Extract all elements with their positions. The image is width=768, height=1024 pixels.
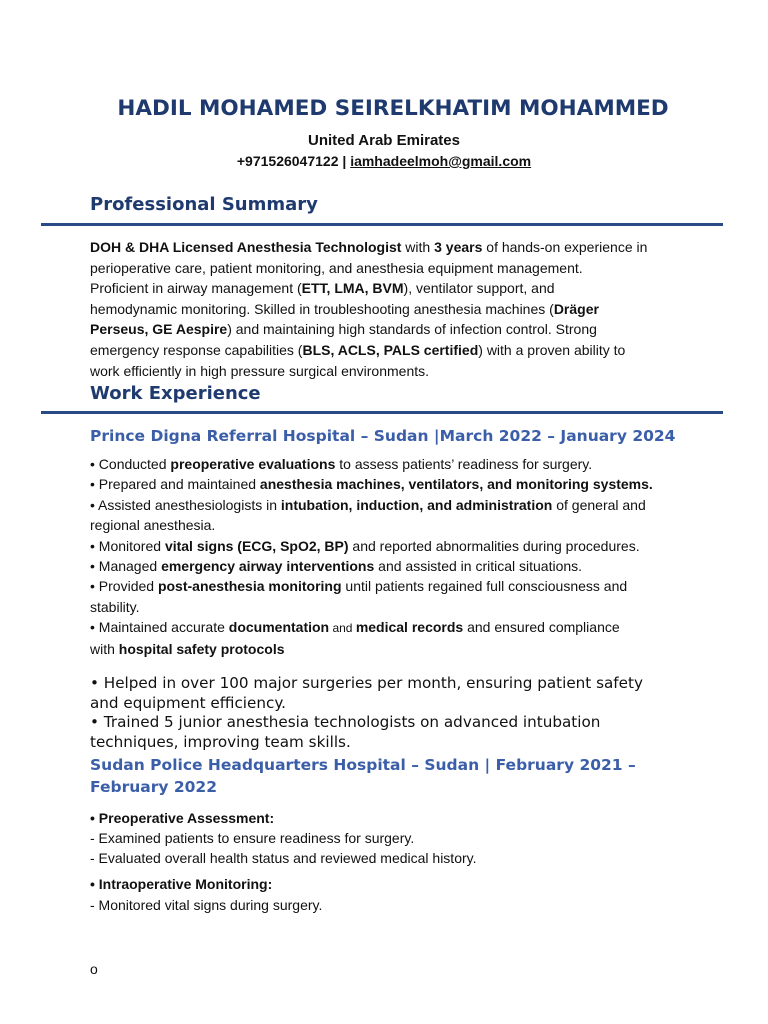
list-marker: o — [90, 961, 98, 977]
responsibility-line: • Conducted preoperative evaluations to assess patients’ readiness for surgery. — [90, 456, 593, 472]
contact-line — [0, 153, 768, 169]
responsibility-line: • Assisted anesthesiologists in intubation, induction, and administration of general and — [90, 496, 646, 513]
list-item: - Examined patients to ensure readiness for surgery. — [90, 830, 415, 846]
section-title-summary: Professional Summary — [90, 194, 318, 215]
responsibility-line: regional anesthesia. — [90, 517, 216, 534]
phone-number: +971526047122 — [236, 153, 339, 169]
contact-separator: | — [338, 153, 351, 169]
achievement-item: • Trained 5 junior anesthesia technologists on advanced intubation techniques, improving team skills. — [90, 713, 601, 751]
job-title: Prince Digna Referral Hospital – Sudan |March 2022 – January 2024 — [90, 427, 676, 445]
email-link[interactable]: iamhadeelmoh@gmail.com — [350, 153, 532, 169]
responsibility-line: • Managed emergency airway interventions and assisted in critical situations. — [90, 558, 583, 575]
subsection-heading: • Intraoperative Monitoring: — [90, 876, 273, 892]
section-divider — [41, 223, 723, 226]
candidate-name: HADIL MOHAMED SEIRELKHATIM MOHAMMED — [117, 96, 669, 121]
summary-line: emergency response capabilities (BLS, ACLS, PALS certified) with a proven ability to — [90, 341, 626, 358]
responsibility-line: • Maintained accurate documentation and medical records and ensured compliance — [90, 619, 620, 636]
list-item: - Monitored vital signs during surgery. — [90, 897, 323, 913]
achievement-item: • Helped in over 100 major surgeries per month, ensuring patient safety and equipment efficiency. — [90, 674, 643, 712]
job-responsibilities — [90, 454, 690, 659]
summary-line: work efficiently in high pressure surgical environments. — [90, 362, 430, 379]
responsibility-line: with hospital safety protocols — [90, 640, 285, 657]
location: United Arab Emirates — [308, 132, 460, 149]
responsibility-line: • Provided post-anesthesia monitoring until patients regained full consciousness and — [90, 578, 628, 595]
responsibility-line: • Prepared and maintained anesthesia machines, ventilators, and monitoring systems. — [90, 476, 653, 493]
subsection-heading: • Preoperative Assessment: — [90, 810, 275, 826]
summary-line: perioperative care, patient monitoring, and anesthesia equipment management. — [90, 259, 583, 276]
section-divider — [41, 411, 723, 414]
summary-paragraph — [90, 237, 690, 381]
job-title: Sudan Police Headquarters Hospital – Sudan | February 2021 – February 2022 — [90, 756, 636, 796]
job-achievements — [90, 674, 670, 752]
list-item: - Evaluated overall health status and reviewed medical history. — [90, 850, 477, 866]
summary-line: DOH & DHA Licensed Anesthesia Technologist with 3 years of hands-on experience in — [90, 239, 648, 255]
summary-line: Proficient in airway management (ETT, LMA, BVM), ventilator support, and — [90, 280, 555, 297]
responsibility-line: • Monitored vital signs (ECG, SpO2, BP) and reported abnormalities during procedures. — [90, 537, 640, 554]
section-title-experience: Work Experience — [90, 383, 261, 404]
summary-line: hemodynamic monitoring. Skilled in troubleshooting anesthesia machines (Dräger — [90, 300, 599, 317]
responsibility-line: stability. — [90, 598, 140, 615]
summary-line: Perseus, GE Aespire) and maintaining high standards of infection control. Strong — [90, 321, 597, 338]
